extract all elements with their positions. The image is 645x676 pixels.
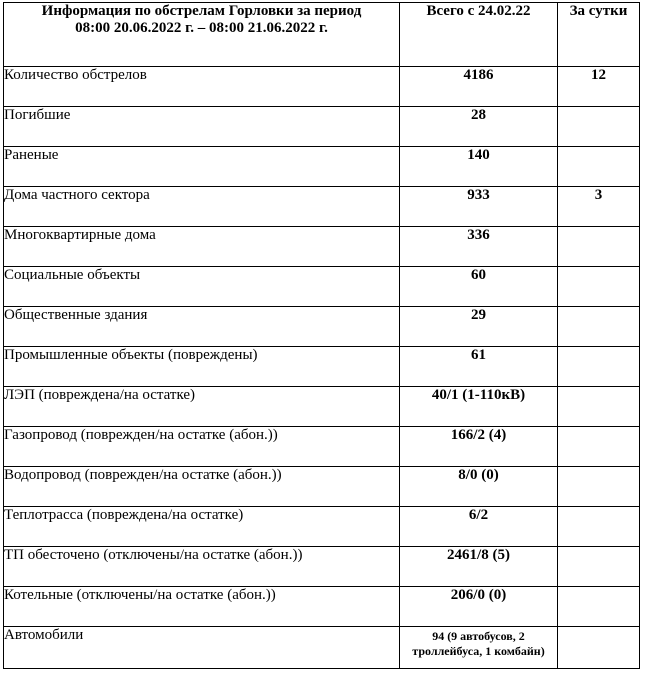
row-total: 206/0 (0) [400,587,558,627]
table-row [4,627,640,669]
row-day: 3 [558,187,640,227]
row-label: Погибшие [4,107,400,147]
row-day [558,427,640,467]
table-row [4,387,640,427]
row-day [558,627,640,669]
row-total: 140 [400,147,558,187]
report-title-line2: 08:00 20.06.2022 г. – 08:00 21.06.2022 г. [75,20,328,36]
row-day [558,587,640,627]
row-total: 4186 [400,67,558,107]
row-total: 28 [400,107,558,147]
row-label: Количество обстрелов [4,67,400,107]
table-row [4,347,640,387]
row-label: Газопровод (поврежден/на остатке (абон.)) [4,427,400,467]
row-day [558,107,640,147]
table-row [4,547,640,587]
row-day [558,227,640,267]
report-title-line1: Информация по обстрелам Горловки за период [41,3,362,19]
table-row [4,147,640,187]
row-label: Дома частного сектора [4,187,400,227]
row-total: 933 [400,187,558,227]
row-label: Теплотрасса (повреждена/на остатке) [4,507,400,547]
row-day [558,547,640,587]
row-day [558,147,640,187]
shelling-report-table [3,2,640,669]
row-label: Котельные (отключены/на остатке (абон.)) [4,587,400,627]
row-total: 6/2 [400,507,558,547]
row-total: 2461/8 (5) [400,547,558,587]
row-label: ТП обесточено (отключены/на остатке (абон.)) [4,547,400,587]
row-total: 336 [400,227,558,267]
row-day [558,467,640,507]
row-label: ЛЭП (повреждена/на остатке) [4,387,400,427]
report-title [4,3,400,67]
row-day [558,387,640,427]
row-total: 60 [400,267,558,307]
row-day [558,347,640,387]
row-label: Промышленные объекты (повреждены) [4,347,400,387]
row-label: Социальные объекты [4,267,400,307]
table-row [4,107,640,147]
row-day [558,507,640,547]
row-label: Общественные здания [4,307,400,347]
table-row [4,67,640,107]
column-header-day: За сутки [558,3,640,67]
table-row [4,187,640,227]
row-total-line2: троллейбуса, 1 комбайн) [412,644,545,658]
row-total: 166/2 (4) [400,427,558,467]
table-header-row [4,3,640,67]
column-header-total: Всего с 24.02.22 [400,3,558,67]
table-row [4,587,640,627]
row-total: 29 [400,307,558,347]
table-row [4,267,640,307]
row-day [558,307,640,347]
row-day: 12 [558,67,640,107]
row-total [400,627,558,669]
row-day [558,267,640,307]
row-label: Водопровод (поврежден/на остатке (абон.)) [4,467,400,507]
row-total-line1: 94 (9 автобусов, 2 [432,629,525,643]
row-label: Автомобили [4,627,400,669]
table-row [4,507,640,547]
table-row [4,427,640,467]
table-row [4,227,640,267]
row-label: Раненые [4,147,400,187]
table-row [4,307,640,347]
row-label: Многоквартирные дома [4,227,400,267]
row-total: 40/1 (1-110кВ) [400,387,558,427]
row-total: 8/0 (0) [400,467,558,507]
row-total: 61 [400,347,558,387]
table-row [4,467,640,507]
